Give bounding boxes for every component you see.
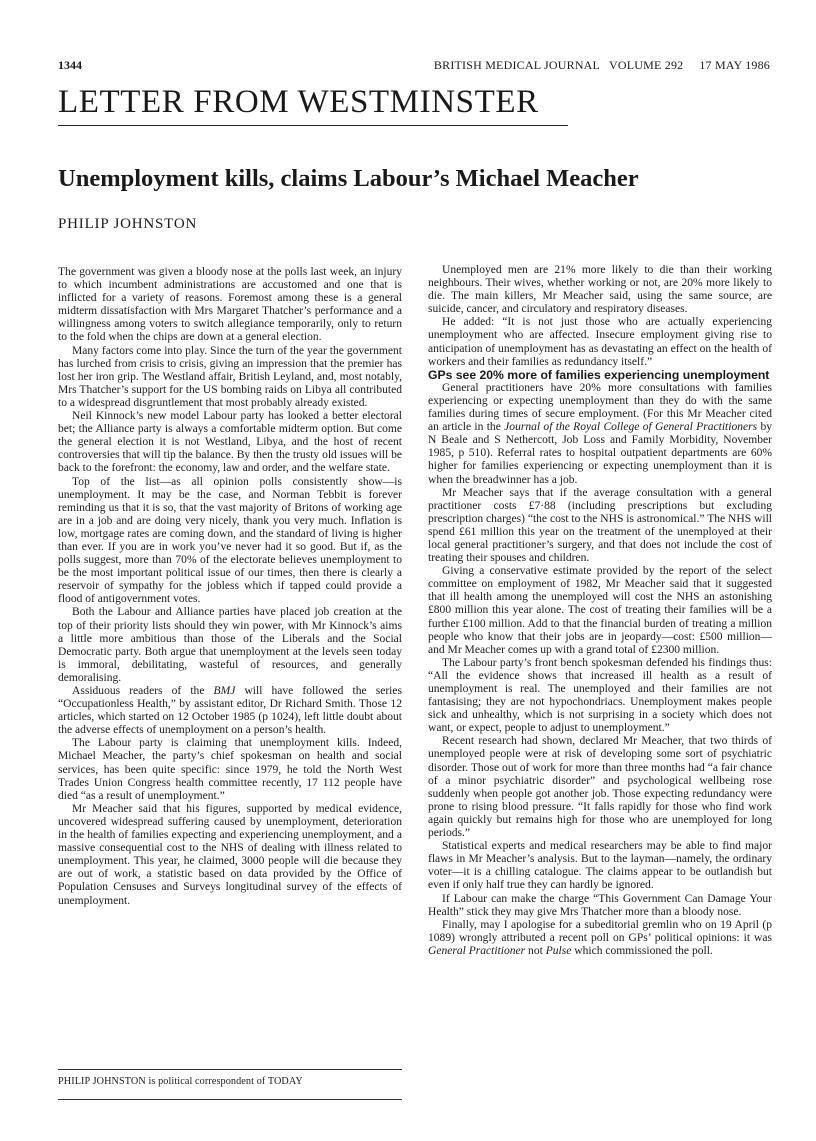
paragraph: Statistical experts and medical researchers may be able to find major flaws in Mr Meacher’s analysis. But to the layman—namely, the ordinary voter—it is a chilling catalogue. The claims appear to be outlandish but even if only half true they can hardly be ignored. — [428, 840, 772, 892]
paragraph: Top of the list—as all opinion polls consistently show—is unemployment. It may be the case, and Norman Tebbit is forever reminding us that it is so, that the vast majority of Britons of working age are in a job and are doing very nicely, thank you very much. Inflation is low, mortgage rates are coming down, and the standard of living is higher than ever. If you are in work you’ve never had it so good. But if, as the polls suggest, more than 70% of the electorate believes unemployment to be the most important political issue of our times, then there is clearly a reservoir of sympathy for the jobless which if tapped could provide a flood of antigovernment votes. — [58, 475, 402, 606]
footnote-rule-top — [58, 1069, 402, 1070]
text-run: not — [525, 944, 546, 957]
paragraph: Recent research had shown, declared Mr Meacher, that two thirds of unemployed people were at risk of developing some sort of psychiatric disorder. Those out of work for more than three months had “a fair chance of a minor psychiatric disorder” and psychological wellbeing rose suddenly when people got another job. Those expecting redundancy were prone to rising blood pressure. “It falls rapidly for those who find work again quickly but remains high for those who are unemployed for long periods.” — [428, 735, 772, 840]
paragraph — [58, 685, 402, 737]
paragraph: Mr Meacher said that his figures, supported by medical evidence, uncovered widespread suffering caused by unemployment, deterioration in the health of families expecting and experiencing unemployment, and a massive consequential cost to the NHS of dealing with illness related to unemployment. This year, he claimed, 3000 people will die because they are out of work, a statistic based on data provided by the Office of Population Censuses and Surveys longitudinal survey of the effects of unemployment. — [58, 802, 402, 907]
publication-name-italic: Pulse — [545, 944, 572, 957]
author-byline: PHILIP JOHNSTON — [58, 216, 198, 232]
paragraph: He added: “It is not just those who are actually experiencing unemployment who are affected. Insecure employment giving rise to anticipation of unemployment has as devastating an effect on the health of workers and their families as redundancy itself.” — [428, 316, 772, 368]
paragraph: The government was given a bloody nose at the polls last week, an injury to which incumbent administrations are accustomed and one that is inflicted for a variety of reasons. Foremost among these is a general midterm dissatisfaction with Mrs Margaret Thatcher’s performance and a willingness among voters to switch allegiance temporarily, only to return to the fold when the chips are down at a general election. — [58, 266, 402, 344]
running-header — [58, 58, 770, 74]
text-run: Assiduous readers of the — [72, 685, 214, 697]
paragraph: Many factors come into play. Since the turn of the year the government has lurched from crisis to crisis, giving an impression that the premier has lost her iron grip. The Westland affair, British Leyland, and, most notably, Mrs Thatcher’s support for the US bombing raids on Libya all contributed to a widespread disgruntlement that most probably already existed. — [58, 344, 402, 409]
right-column — [428, 264, 772, 958]
journal-name-italic: Journal of the Royal College of General Practitioners — [504, 421, 758, 434]
journal-info: BRITISH MEDICAL JOURNAL VOLUME 292 17 MAY 1986 — [433, 58, 770, 72]
paragraph — [428, 382, 772, 487]
paragraph: The Labour party is claiming that unemployment kills. Indeed, Michael Meacher, the party’s chief spokesman on health and social services, has been quite specific: since 1979, he told the North West Trades Union Congress health committee recently, 17 112 people have died “as a result of unemployment.” — [58, 737, 402, 802]
text-run: by N Beale and S Nethercott, Job Loss and Family Morbidity, November 1985, p 510). Referral rates to hospital outpatient departments are 60% higher for families experiencing or expecting unemployment than it is when the breadwinner has a job. — [428, 421, 772, 486]
paragraph: Unemployed men are 21% more likely to die than their working neighbours. Their wives, whether working or not, are 20% more likely to die. The main killers, Mr Meacher said, using the same source, are suicide, cancer, and circulatory and respiratory diseases. — [428, 264, 772, 316]
publication-name-italic: General Practitioner — [428, 944, 526, 957]
author-footnote: PHILIP JOHNSTON is political correspondent of TODAY — [58, 1076, 303, 1087]
paragraph: Neil Kinnock’s new model Labour party has looked a better electoral bet; the Alliance party is always a comfortable midterm option. But come the general election it is not Westland, Libya, and the host of recent controversies that will tip the balance. By then the trusty old issues will be back to the forefront: the economy, law and order, and the welfare state. — [58, 410, 402, 475]
section-subheading: GPs see 20% more of families experiencing unemployment — [428, 367, 770, 382]
journal-name-italic: BMJ — [213, 685, 236, 697]
paragraph: If Labour can make the charge “This Government Can Damage Your Health” stick they may give Mrs Thatcher more than a bloody nose. — [428, 892, 772, 918]
text-run: will have followed the series “Occupationless Health,” by assistant editor, Dr Richard Smith. Those 12 articles, which started on 12 October 1985 (p 1024), left little doubt about the adverse effects of unemployment on a person’s health. — [58, 685, 403, 737]
paragraph — [428, 919, 772, 958]
section-title: LETTER FROM WESTMINSTER — [58, 86, 568, 126]
text-run: Finally, may I apologise for a subeditorial gremlin who on 19 April (p 1089) wrongly attributed a recent poll on GPs’ political opinions: it was — [428, 918, 772, 944]
text-run: General practitioners have 20% more consultations with families experiencing or expecting unemployment than they do with the same families during times of secure employment. (For this Mr Meacher cited an article in the — [428, 381, 772, 434]
paragraph: Mr Meacher says that if the average consultation with a general practitioner costs £7·88 (including prescriptions but excluding prescription charges) “the cost to the NHS is astronomical.” The NHS will spend £61 million this year on the treatment of the unemployed at their local general practitioner’s surgery, and that does not include the cost of treating their spouses and children. — [428, 486, 772, 565]
paragraph: The Labour party’s front bench spokesman defended his findings thus: “All the evidence shows that increased ill health as a result of unemployment is real. The unemployed and their families are not fantasising; they are not hypochondriacs. Unemployment makes people sick and unhealthy, which is not surprising in a society which does not want, or expect, people to adjust to unemployment.” — [428, 656, 772, 735]
footnote-rule-bottom — [58, 1099, 402, 1100]
left-column — [58, 266, 402, 908]
text-run: which commissioned the poll. — [571, 944, 713, 957]
article-headline: Unemployment kills, claims Labour’s Michael Meacher — [58, 165, 639, 192]
page-number: 1344 — [58, 58, 82, 72]
paragraph: Both the Labour and Alliance parties have placed job creation at the top of their priority lists should they win power, with Mr Kinnock’s aims a little more ambitious than those of the Liberals and the Social Democratic party. Both argue that unemployment at the levels seen today is immoral, debilitating, wasteful of resources, and generally demoralising. — [58, 606, 402, 684]
paragraph: Giving a conservative estimate provided by the report of the select committee on employment of 1982, Mr Meacher said that it suggested that ill health among the unemployed will cost the NHS an astonishing £800 million this year alone. The cost of treating their families will be a further £100 million. Add to that the financial burden of treating a million people who know that their jobs are in jeopardy—cost: £500 million—and Mr Meacher comes up with a grand total of £2300 million. — [428, 565, 772, 656]
